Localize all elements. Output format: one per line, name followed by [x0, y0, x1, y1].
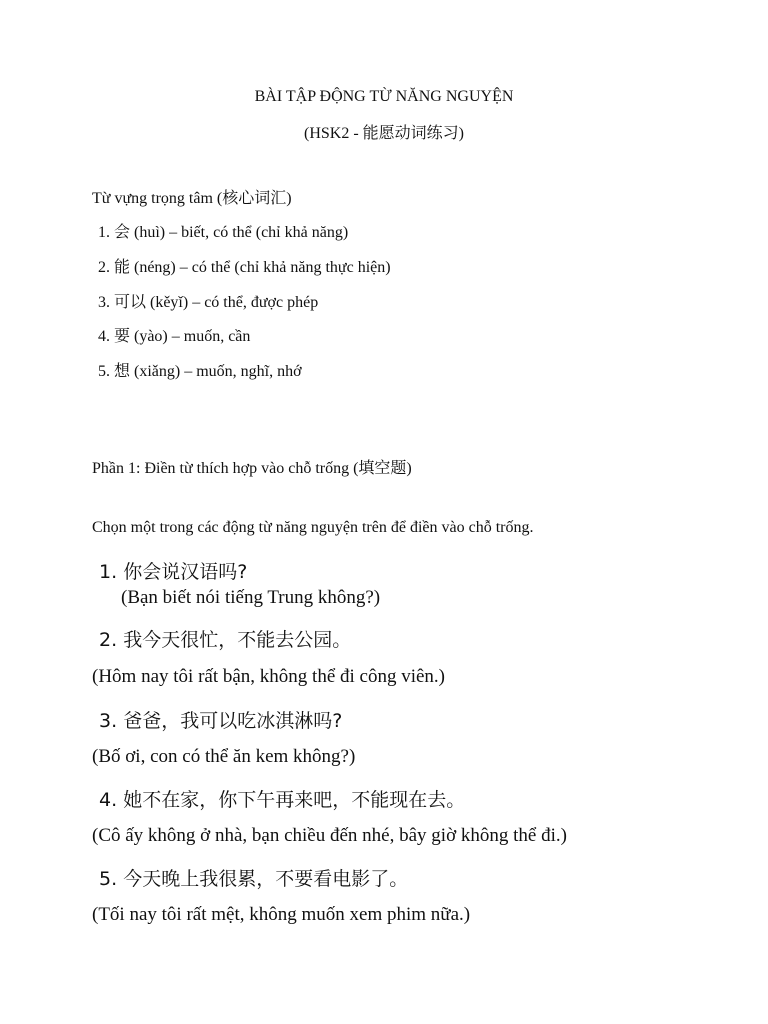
exercise-4-chinese	[99, 785, 465, 812]
part1-heading: Phần 1: Điền từ thích hợp vào chỗ trống (填空题)	[92, 460, 412, 477]
exercise-5-chinese	[99, 864, 408, 891]
document-title: BÀI TẬP ĐỘNG TỪ NĂNG NGUYỆN	[254, 88, 514, 105]
vocab-item: 2. 能 (néng) – có thể (chỉ khả năng thực hiện)	[98, 259, 391, 276]
exercise-number: 4.	[99, 789, 118, 811]
vocab-item: 5. 想 (xiǎng) – muốn, nghĩ, nhớ	[98, 363, 302, 380]
vocab-item: 1. 会 (huì) – biết, có thể (chỉ khả năng)	[98, 224, 349, 241]
exercise-number: 1.	[99, 561, 118, 583]
exercise-sentence: 她不在家，你下午再来吧，不能现在去。	[123, 789, 466, 811]
vocab-item: 3. 可以 (kěyǐ) – có thể, được phép	[98, 294, 319, 311]
document-subtitle: (HSK2 - 能愿动词练习)	[304, 125, 464, 142]
exercise-number: 5.	[99, 868, 118, 890]
exercise-4-translation: (Cô ấy không ở nhà, bạn chiều đến nhé, bây giờ không thể đi.)	[92, 825, 567, 846]
exercise-2-chinese	[99, 625, 351, 652]
exercise-2-translation: (Hôm nay tôi rất bận, không thể đi công viên.)	[92, 666, 446, 687]
exercise-1-translation: (Bạn biết nói tiếng Trung không?)	[121, 587, 381, 608]
vocab-heading: Từ vựng trọng tâm (核心词汇)	[92, 190, 292, 207]
exercise-3-translation: (Bố ơi, con có thể ăn kem không?)	[92, 746, 356, 767]
exercise-number: 2.	[99, 629, 118, 651]
exercise-sentence: 今天晚上我很累，不要看电影了。	[123, 868, 409, 890]
exercise-sentence: 我今天很忙，不能去公园。	[123, 629, 352, 651]
exercise-3-chinese	[99, 706, 342, 733]
exercise-number: 3.	[99, 710, 118, 732]
vocab-item: 4. 要 (yào) – muốn, cần	[98, 328, 251, 345]
exercise-1-chinese	[99, 557, 247, 584]
exercise-sentence: 爸爸，我可以吃冰淇淋吗?	[123, 710, 343, 732]
exercise-5-translation: (Tối nay tôi rất mệt, không muốn xem phim nữa.)	[92, 904, 471, 925]
exercise-sentence: 你会说汉语吗?	[123, 561, 248, 583]
part1-instruction: Chọn một trong các động từ năng nguyện trên để điền vào chỗ trống.	[92, 519, 534, 536]
